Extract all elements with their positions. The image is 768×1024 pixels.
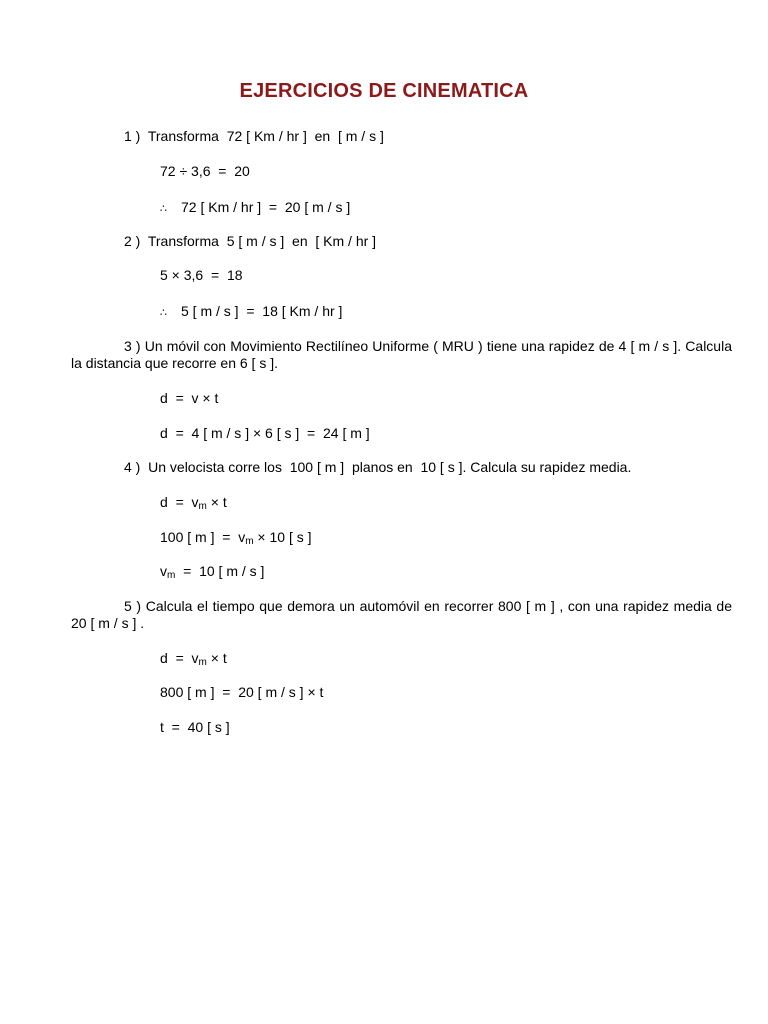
exercise-5-question: 5 ) Calcula el tiempo que demora un automóvil en recorrer 800 [ m ] , con una rapidez media de 20 [ m / s ] . — [71, 598, 732, 631]
exercise-5-step-1 — [160, 650, 227, 671]
formula-part: × 10 [ s ] — [253, 529, 312, 545]
formula-part: × t — [206, 494, 227, 510]
formula-part: = 10 [ m / s ] — [175, 563, 265, 579]
exercise-1-step: 72 ÷ 3,6 = 20 — [160, 163, 250, 179]
formula-part: × t — [206, 650, 227, 666]
subscript-m: m — [198, 657, 207, 668]
formula-part: d = v — [160, 494, 199, 510]
subscript-m: m — [245, 536, 254, 547]
subscript-m: m — [167, 570, 176, 581]
exercise-4-step-1 — [160, 494, 227, 515]
formula-part: d = v — [160, 650, 199, 666]
exercise-4-step-3 — [160, 563, 264, 584]
formula-part: 100 [ m ] = v — [160, 529, 246, 545]
exercise-4-step-2 — [160, 529, 312, 550]
exercise-3-question: 3 ) Un móvil con Movimiento Rectilíneo Uniforme ( MRU ) tiene una rapidez de 4 [ m / s ]. Calcula la distancia que recorre en 6 [ s ]. — [71, 338, 732, 371]
exercise-2-step: 5 × 3,6 = 18 — [160, 267, 243, 283]
exercise-5-step-3: t = 40 [ s ] — [160, 719, 230, 735]
exercise-2-result — [160, 303, 342, 322]
exercise-3-step-2: d = 4 [ m / s ] × 6 [ s ] = 24 [ m ] — [160, 425, 370, 441]
exercise-1-question: 1 ) Transforma 72 [ Km / hr ] en [ m / s ] — [124, 128, 384, 144]
exercise-1-result-text: 72 [ Km / hr ] = 20 [ m / s ] — [181, 199, 351, 215]
therefore-symbol: ∴ — [160, 307, 167, 319]
exercise-2-question: 2 ) Transforma 5 [ m / s ] en [ Km / hr ] — [124, 233, 377, 249]
formula-part: v — [160, 563, 167, 579]
page-title: EJERCICIOS DE CINEMATICA — [239, 80, 529, 102]
exercise-4-question: 4 ) Un velocista corre los 100 [ m ] planos en 10 [ s ]. Calcula su rapidez media. — [124, 459, 632, 475]
subscript-m: m — [198, 501, 207, 512]
exercise-2-result-text: 5 [ m / s ] = 18 [ Km / hr ] — [181, 303, 343, 319]
therefore-symbol: ∴ — [160, 203, 167, 215]
exercise-5-step-2: 800 [ m ] = 20 [ m / s ] × t — [160, 684, 324, 700]
exercise-3-step-1: d = v × t — [160, 390, 219, 406]
exercise-1-result — [160, 199, 350, 218]
